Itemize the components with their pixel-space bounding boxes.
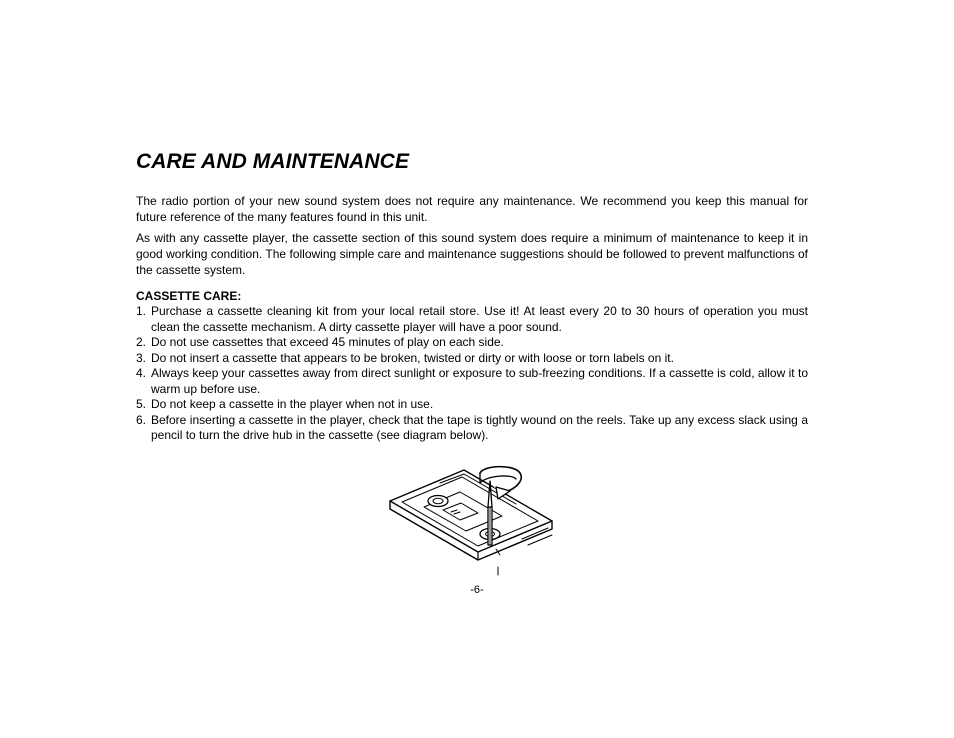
list-item xyxy=(136,413,808,444)
list-item-text: Do not insert a cassette that appears to be broken, twisted or dirty or with loose or torn labels on it. xyxy=(151,350,674,365)
list-item-text: Do not use cassettes that exceed 45 minutes of play on each side. xyxy=(151,335,504,349)
list-item xyxy=(136,351,808,367)
list-item-number: 4. xyxy=(136,366,147,380)
list-item xyxy=(136,397,808,413)
section-heading-cassette-care: CASSETTE CARE: xyxy=(136,289,242,303)
list-item-text: Before inserting a cassette in the player, check that the tape is tightly wound on the reels. Take up any excess slack using a pencil to turn the drive hub in the cassette (see diagram below). xyxy=(151,412,808,442)
list-item-number: 3. xyxy=(136,350,147,365)
page-title: CARE AND MAINTENANCE xyxy=(136,150,410,173)
list-item xyxy=(136,304,808,335)
list-item xyxy=(136,366,808,397)
intro-paragraph: The radio portion of your new sound system does not require any maintenance. We recommend you keep this manual for future reference of the many features found in this unit. xyxy=(136,194,808,224)
cassette-pencil-diagram xyxy=(388,461,556,579)
page-number: -6- xyxy=(470,584,484,596)
list-item-text: Purchase a cassette cleaning kit from your local retail store. Use it! At least every 20 to 30 hours of operation you must clean the cassette mechanism. A dirty cassette player will have a poor sound. xyxy=(151,304,808,334)
list-item-text: Always keep your cassettes away from direct sunlight or exposure to sub-freezing conditions. If a cassette is cold, allow it to warm up before use. xyxy=(151,366,808,396)
list-item-number: 1. xyxy=(136,304,147,318)
list-item xyxy=(136,335,808,351)
list-item-number: 2. xyxy=(136,335,147,349)
list-item-text: Do not keep a cassette in the player when not in use. xyxy=(151,397,434,411)
cassette-care-list xyxy=(136,304,808,444)
maintenance-paragraph: As with any cassette player, the cassette section of this sound system does require a minimum of maintenance to keep it in good working condition. The following simple care and maintenance suggestions should be followed to prevent malfunctions of the cassette system. xyxy=(136,231,808,277)
list-item-number: 5. xyxy=(136,397,147,411)
list-item-number: 6. xyxy=(136,412,147,427)
cassette-body xyxy=(390,470,552,560)
